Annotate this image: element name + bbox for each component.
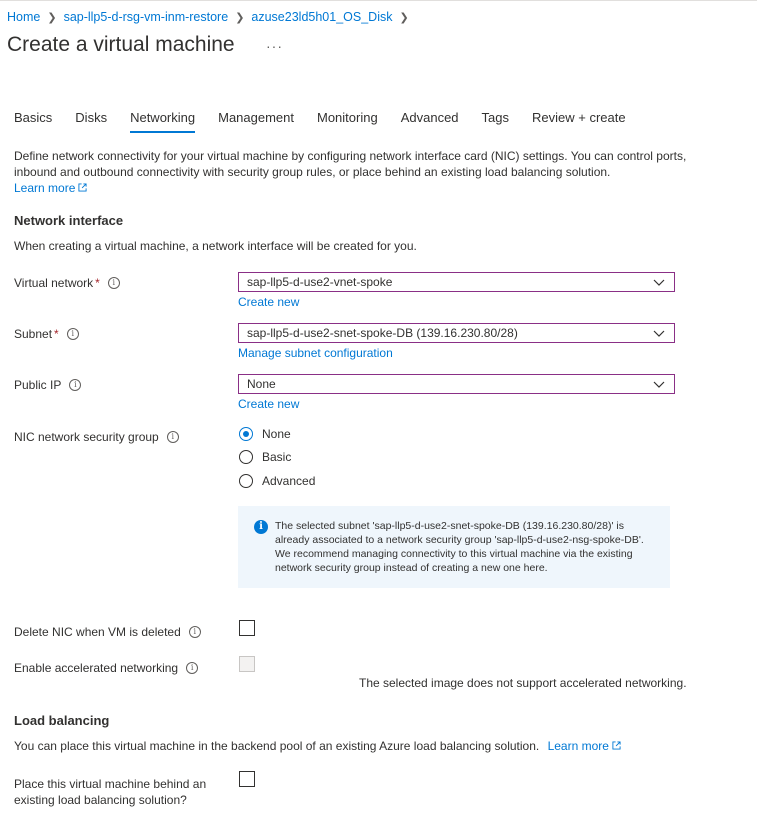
page-description	[14, 148, 694, 196]
chevron-right-icon: ❯	[235, 11, 245, 24]
place-behind-lb-line-1: Place this virtual machine behind an	[14, 777, 207, 791]
radio-label: Advanced	[262, 474, 316, 488]
nsg-label	[14, 430, 179, 444]
breadcrumb-home[interactable]: Home	[7, 10, 41, 24]
public-ip-label-text: Public IP	[14, 378, 62, 392]
learn-more-label: Learn more	[547, 739, 609, 753]
delete-nic-label	[14, 625, 201, 639]
manage-subnet-link[interactable]: Manage subnet configuration	[238, 346, 393, 360]
tab-advanced[interactable]: Advanced	[400, 110, 459, 125]
tab-networking[interactable]: Networking	[130, 110, 195, 133]
top-divider	[0, 0, 757, 1]
tab-tags[interactable]: Tags	[481, 110, 509, 125]
load-balancing-subtext-text: You can place this virtual machine in the backend pool of an existing Azure load balancing solution.	[14, 739, 540, 753]
tab-monitoring[interactable]: Monitoring	[317, 110, 378, 125]
virtual-network-value: sap-llp5-d-use2-vnet-spoke	[247, 275, 393, 289]
info-icon[interactable]: i	[69, 379, 81, 391]
subnet-label	[14, 327, 79, 341]
load-balancing-learn-more-link[interactable]	[548, 739, 621, 753]
public-ip-label	[14, 378, 81, 392]
more-options-button[interactable]: ···	[266, 38, 283, 54]
chevron-down-icon	[653, 277, 665, 287]
radio-indicator	[239, 450, 253, 464]
delete-nic-label-text: Delete NIC when VM is deleted	[14, 625, 181, 639]
virtual-network-label-text: Virtual network	[14, 276, 94, 290]
chevron-down-icon	[653, 379, 665, 389]
nsg-info-message	[238, 506, 670, 588]
tab-bar	[14, 110, 649, 133]
chevron-right-icon: ❯	[399, 11, 409, 24]
info-message-text: The selected subnet 'sap-llp5-d-use2-snet-spoke-DB (139.16.230.80/28)' is already associated to a network security group 'sap-llp5-d-use2-nsg-spoke-DB'. We recommend managing connectivity to this virtual machine via the existing network security group instead of creating a new one here.	[275, 520, 644, 574]
external-link-icon	[78, 183, 87, 192]
place-behind-lb-checkbox[interactable]	[239, 771, 255, 787]
accelerated-networking-label-text: Enable accelerated networking	[14, 661, 179, 675]
radio-label: None	[262, 427, 291, 441]
required-marker: *	[54, 327, 59, 341]
public-ip-value: None	[247, 377, 276, 391]
tab-disks[interactable]: Disks	[75, 110, 108, 125]
create-new-vnet-link[interactable]: Create new	[238, 295, 300, 309]
place-behind-lb-line-2: existing load balancing solution?	[14, 793, 187, 807]
accelerated-networking-label	[14, 661, 198, 675]
breadcrumb-resource-group[interactable]: sap-llp5-d-rsg-vm-inm-restore	[63, 10, 229, 24]
virtual-network-label	[14, 276, 120, 290]
info-icon[interactable]: i	[108, 277, 120, 289]
accelerated-networking-checkbox	[239, 656, 255, 672]
nsg-radio-basic[interactable]	[239, 450, 291, 464]
info-icon[interactable]: i	[67, 328, 79, 340]
subnet-select[interactable]	[238, 323, 675, 343]
learn-more-label: Learn more	[14, 181, 76, 195]
tab-basics[interactable]: Basics	[14, 110, 53, 125]
breadcrumb	[7, 10, 416, 24]
place-behind-lb-label	[14, 776, 206, 808]
external-link-icon	[612, 741, 621, 750]
accelerated-networking-note: The selected image does not support accelerated networking.	[359, 676, 687, 690]
info-icon[interactable]: i	[189, 626, 201, 638]
load-balancing-heading: Load balancing	[14, 713, 110, 728]
tab-review-create[interactable]: Review + create	[532, 110, 626, 125]
delete-nic-checkbox[interactable]	[239, 620, 255, 636]
chevron-right-icon: ❯	[47, 11, 57, 24]
create-new-public-ip-link[interactable]: Create new	[238, 397, 300, 411]
virtual-network-select[interactable]	[238, 272, 675, 292]
radio-label: Basic	[262, 450, 292, 464]
load-balancing-subtext	[14, 739, 621, 753]
subnet-value: sap-llp5-d-use2-snet-spoke-DB (139.16.230.80/28)	[247, 326, 518, 340]
tab-management[interactable]: Management	[218, 110, 294, 125]
learn-more-link[interactable]	[14, 181, 87, 195]
description-text: Define network connectivity for your virtual machine by configuring network interface card (NIC) settings. You can control ports, inbound and outbound connectivity with security group rules, or place behind an existing load balancing solution.	[14, 149, 687, 179]
page-title: Create a virtual machine	[7, 33, 235, 56]
nsg-radio-none[interactable]	[239, 427, 291, 441]
nsg-label-text: NIC network security group	[14, 430, 159, 444]
public-ip-select[interactable]	[238, 374, 675, 394]
network-interface-subtext: When creating a virtual machine, a network interface will be created for you.	[14, 239, 417, 253]
subnet-label-text: Subnet	[14, 327, 53, 341]
info-icon[interactable]: i	[167, 431, 179, 443]
radio-indicator	[239, 474, 253, 488]
info-icon: i	[254, 520, 268, 534]
required-marker: *	[95, 276, 100, 290]
info-icon[interactable]: i	[186, 662, 198, 674]
nsg-radio-advanced[interactable]	[239, 474, 315, 488]
breadcrumb-disk[interactable]: azuse23ld5h01_OS_Disk	[251, 10, 393, 24]
chevron-down-icon	[653, 328, 665, 338]
radio-indicator	[239, 427, 253, 441]
network-interface-heading: Network interface	[14, 213, 124, 228]
